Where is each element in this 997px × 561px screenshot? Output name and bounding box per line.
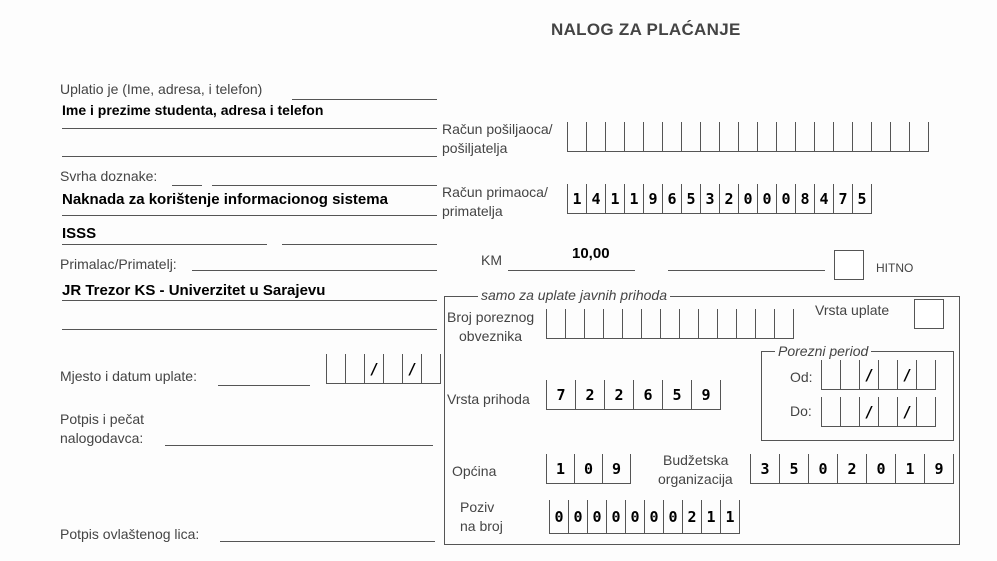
do-box[interactable] [917,397,936,427]
account-box[interactable] [568,122,587,152]
opcina-digit[interactable]: 9 [603,454,631,484]
account-box[interactable] [739,122,758,152]
account-digit[interactable]: 1 [625,184,644,214]
account-digit[interactable]: 8 [796,184,815,214]
budzetska-label-2: organizacija [658,471,733,487]
account-digit[interactable]: 0 [739,184,758,214]
tax-id-box[interactable] [642,309,661,339]
mjesto-line[interactable] [218,385,310,386]
account-box[interactable] [834,122,853,152]
svrha-value-1[interactable]: Naknada za korištenje informacionog sistema [62,191,388,208]
uplatio-line-1 [292,99,437,100]
date-box[interactable] [422,354,441,384]
reference-digit[interactable]: 0 [645,500,664,534]
account-box[interactable] [606,122,625,152]
tax-id-box[interactable] [718,309,737,339]
potpis-label-1: Potpis i pečat [60,411,145,427]
poziv-label-1: Poziv [460,499,495,515]
mjesto-label: Mjesto i datum uplate: [60,368,197,384]
racun-posiljaoca-label-2: pošiljatelja [442,140,508,156]
date-box[interactable] [384,354,403,384]
account-box[interactable] [853,122,872,152]
tax-id-box[interactable] [737,309,756,339]
reference-digit[interactable]: 0 [664,500,683,534]
opcina-digit[interactable]: 1 [547,454,575,484]
vrsta-prihoda-boxes[interactable] [546,380,721,410]
budget-digit[interactable]: 3 [751,454,780,484]
broj-poreznog-boxes[interactable] [546,309,794,339]
account-digit[interactable]: 1 [606,184,625,214]
od-box[interactable] [917,360,936,390]
racun-primaoca-label-1: Račun primaoca/ [442,184,548,200]
svrha-line-c [62,215,437,216]
tax-id-box[interactable] [604,309,623,339]
primalac-label: Primalac/Primatelj: [60,256,177,272]
account-digit[interactable]: 2 [720,184,739,214]
revenue-digit[interactable]: 9 [692,380,721,410]
vrsta-prihoda-label: Vrsta prihoda [447,391,530,407]
reference-digit[interactable]: 1 [721,500,740,534]
primalac-line-2 [62,300,437,301]
km-value[interactable]: 10,00 [572,245,610,262]
account-box[interactable] [891,122,910,152]
hitno-checkbox[interactable] [834,250,864,280]
od-box[interactable] [879,360,898,390]
date-separator: / [898,360,917,390]
od-box[interactable] [822,360,841,390]
potpis-label-2: nalogodavca: [60,430,144,446]
account-digit[interactable]: 5 [853,184,872,214]
svrha-line-b [212,185,437,186]
account-digit[interactable]: 7 [834,184,853,214]
tax-id-box[interactable] [585,309,604,339]
racun-primaoca-boxes[interactable] [567,184,872,214]
uplatio-line-2 [62,128,437,129]
budget-digit[interactable]: 5 [780,454,809,484]
account-digit[interactable]: 5 [682,184,701,214]
account-box[interactable] [815,122,834,152]
tax-id-box[interactable] [680,309,699,339]
revenue-digit[interactable]: 2 [605,380,634,410]
account-box[interactable] [644,122,663,152]
tax-id-box[interactable] [661,309,680,339]
revenue-digit[interactable]: 7 [547,380,576,410]
reference-digit[interactable]: 0 [569,500,588,534]
tax-id-box[interactable] [699,309,718,339]
svrha-line-d [62,244,267,245]
opcina-digit[interactable]: 0 [575,454,603,484]
ovlasteno-label: Potpis ovlaštenog lica: [60,526,200,542]
revenue-digit[interactable]: 2 [576,380,605,410]
do-box[interactable] [822,397,841,427]
od-label: Od: [790,369,813,385]
date-box[interactable] [346,354,365,384]
tax-id-box[interactable] [623,309,642,339]
account-digit[interactable]: 0 [777,184,796,214]
account-digit[interactable]: 4 [815,184,834,214]
porezni-period-legend: Porezni period [775,343,871,359]
budget-digit[interactable]: 2 [838,454,867,484]
reference-digit[interactable]: 1 [702,500,721,534]
primalac-line-3 [62,329,437,330]
budzetska-boxes[interactable] [750,454,954,484]
account-digit[interactable]: 9 [644,184,663,214]
date-separator: / [860,360,879,390]
vrsta-uplate-label: Vrsta uplate [815,302,890,318]
javni-prihodi-legend: samo za uplate javnih prihoda [478,287,670,303]
hitno-label: HITNO [876,261,914,275]
date-separator: / [403,354,422,384]
account-digit[interactable]: 6 [663,184,682,214]
do-label: Do: [790,403,812,419]
uplatio-line-3 [62,156,437,157]
racun-posiljaoca-boxes[interactable] [567,122,929,152]
reference-digit[interactable]: 0 [550,500,569,534]
budget-digit[interactable]: 1 [896,454,925,484]
form-title: NALOG ZA PLAĆANJE [551,20,741,39]
budget-digit[interactable]: 0 [809,454,838,484]
broj-poreznog-label-1: Broj poreznog [447,309,535,325]
revenue-digit[interactable]: 6 [634,380,663,410]
account-box[interactable] [587,122,606,152]
km-line-2 [668,270,825,271]
account-digit[interactable]: 3 [701,184,720,214]
do-box[interactable] [841,397,860,427]
svrha-line-e [282,244,437,245]
poziv-label-2: na broj [460,518,503,534]
account-box[interactable] [777,122,796,152]
svrha-line-a [172,185,202,186]
account-box[interactable] [682,122,701,152]
do-boxes[interactable] [821,397,936,427]
date-separator: / [898,397,917,427]
account-box[interactable] [872,122,891,152]
account-box[interactable] [758,122,777,152]
account-digit[interactable]: 0 [758,184,777,214]
ovlasteno-line[interactable] [220,541,435,542]
date-boxes[interactable] [326,354,441,384]
uplatio-label: Uplatio je (Ime, adresa, i telefon) [60,81,263,97]
potpis-line[interactable] [165,445,433,446]
date-separator: / [860,397,879,427]
budget-digit[interactable]: 9 [925,454,954,484]
primalac-line-1 [192,270,437,271]
tax-id-box[interactable] [566,309,585,339]
svrha-label: Svrha doznake: [60,168,158,184]
od-boxes[interactable] [821,360,936,390]
budzetska-label-1: Budžetska [663,452,729,468]
reference-digit[interactable]: 0 [607,500,626,534]
svrha-value-2[interactable]: ISSS [62,225,97,242]
opcina-label: Općina [452,463,497,479]
reference-digit[interactable]: 2 [683,500,702,534]
date-box[interactable] [327,354,346,384]
do-box[interactable] [879,397,898,427]
uplatio-value[interactable]: Ime i prezime studenta, adresa i telefon [62,102,324,118]
km-label: KM [481,252,502,268]
od-box[interactable] [841,360,860,390]
tax-id-box[interactable] [547,309,566,339]
racun-posiljaoca-label-1: Račun pošiljaoca/ [442,121,553,137]
account-box[interactable] [796,122,815,152]
tax-id-box[interactable] [756,309,775,339]
account-box[interactable] [663,122,682,152]
racun-primaoca-label-2: primatelja [442,203,503,219]
account-box[interactable] [910,122,929,152]
account-box[interactable] [625,122,644,152]
km-line [508,270,635,271]
poziv-boxes[interactable] [549,500,740,534]
tax-id-box[interactable] [775,309,794,339]
account-box[interactable] [720,122,739,152]
account-digit[interactable]: 1 [568,184,587,214]
primalac-value[interactable]: JR Trezor KS - Univerzitet u Sarajevu [62,282,326,299]
vrsta-uplate-box[interactable] [914,299,944,329]
budget-digit[interactable]: 0 [867,454,896,484]
broj-poreznog-label-2: obveznika [459,328,523,344]
account-box[interactable] [701,122,720,152]
revenue-digit[interactable]: 5 [663,380,692,410]
reference-digit[interactable]: 0 [588,500,607,534]
opcina-boxes[interactable] [546,454,631,484]
reference-digit[interactable]: 0 [626,500,645,534]
date-separator: / [365,354,384,384]
account-digit[interactable]: 4 [587,184,606,214]
